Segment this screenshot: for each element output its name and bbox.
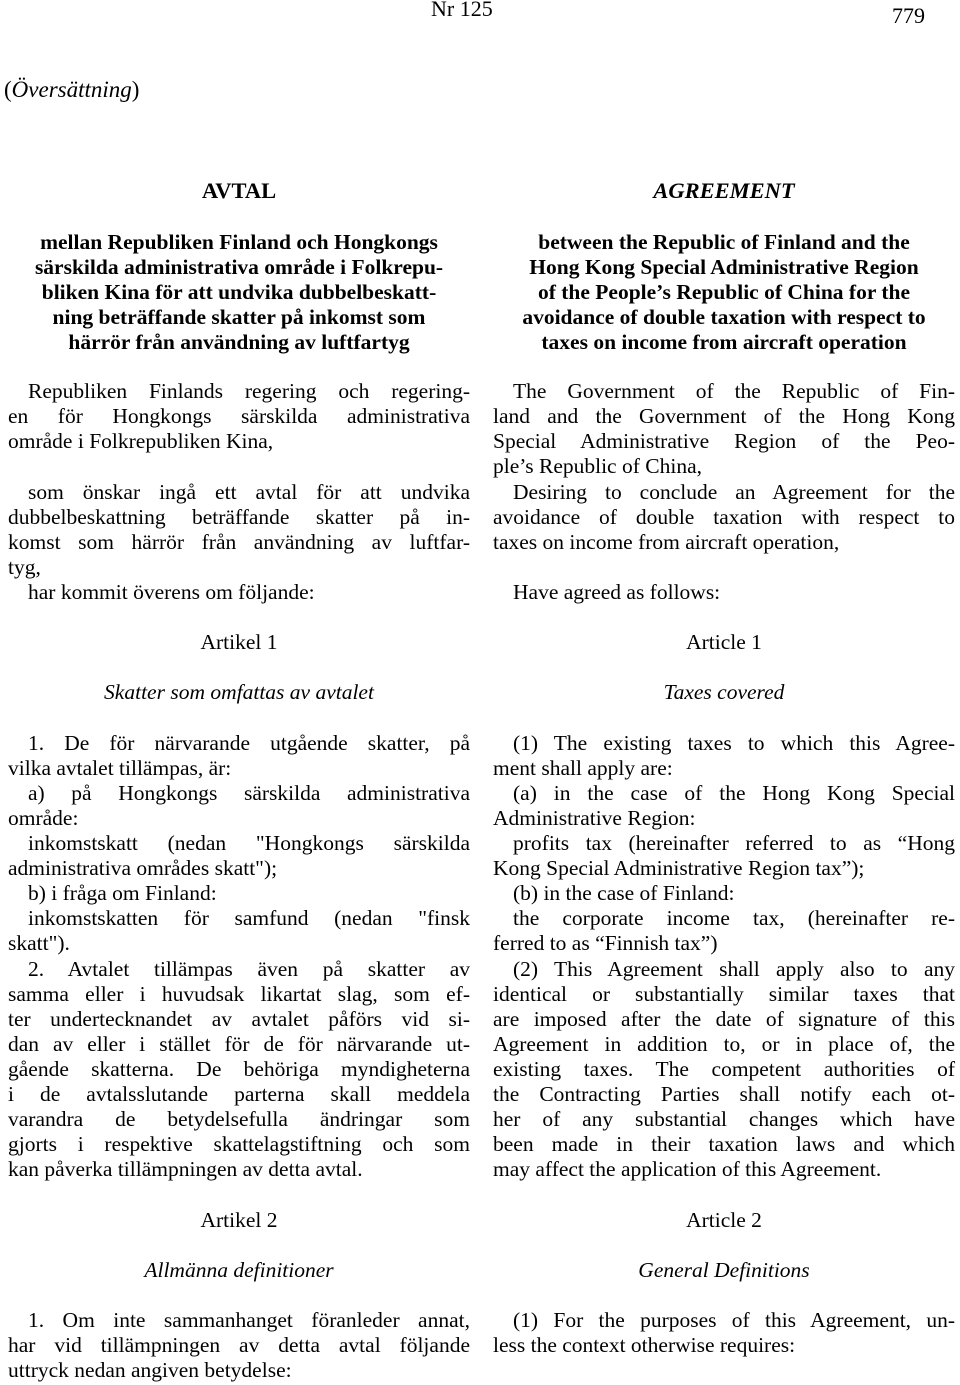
english-text-line: avoidance of double taxation with respect to (522, 305, 926, 329)
english-text-line: ferred to as “Finnish tax”) (493, 931, 718, 955)
english-text-line: been made in their taxation laws and which (493, 1132, 955, 1156)
english-text-line: Special Administrative Region of the Peo- (493, 429, 955, 453)
swedish-text-line: uttryck nedan angiven betydelse: (8, 1358, 292, 1382)
swedish-text-line: särskilda administrativa område i Folkrepu- (34, 255, 444, 279)
swedish-text-line: gjorts i respektive skattelagstiftning och som (8, 1132, 470, 1156)
swedish-text-line: skatt"). (8, 931, 70, 955)
english-text-line: taxes on income from aircraft operation, (493, 530, 840, 554)
swedish-text-line: kan påverka tillämpningen av detta avtal. (8, 1157, 363, 1181)
swedish-text-line: Artikel 2 (200, 1208, 278, 1232)
english-text-line: Agreement in addition to, or in place of, the (493, 1032, 955, 1056)
english-text-line: her of any substantial changes which have (493, 1107, 955, 1131)
swedish-text-line: 2. Avtalet tillämpas även på skatter av (28, 957, 470, 981)
swedish-text-line: ning beträffande skatter på inkomst som (52, 305, 426, 329)
swedish-text-line: en för Hongkongs särskilda administrativa (8, 404, 470, 428)
swedish-text-line: bliken Kina för att undvika dubbelbeskatt- (41, 280, 437, 304)
swedish-text-line: tyg, (8, 555, 41, 579)
english-text-line: the Contracting Parties shall notify each ot- (493, 1082, 955, 1106)
swedish-text-line: Artikel 1 (200, 630, 278, 654)
english-text-line: between the Republic of Finland and the (538, 230, 910, 254)
swedish-text-line: 1. Om inte sammanhanget föranleder annat, (28, 1308, 470, 1332)
translation-paren-open: ( (4, 77, 12, 102)
swedish-text-line: 1. De för närvarande utgående skatter, på (28, 731, 470, 755)
swedish-text-line: har vid tillämpningen av detta avtal följande (8, 1333, 470, 1357)
swedish-text-line: b) i fråga om Finland: (28, 881, 217, 905)
swedish-text-line: komst som härrör från användning av luftfar- (8, 530, 470, 554)
english-text-line: AGREEMENT (653, 178, 795, 203)
swedish-text-line: som önskar ingå ett avtal för att undvika (28, 480, 470, 504)
swedish-text-line: inkomstskatt (nedan "Hongkongs särskilda (28, 831, 470, 855)
swedish-text-line: har kommit överens om följande: (28, 580, 315, 604)
swedish-text-line: inkomstskatten för samfund (nedan "finsk (28, 906, 470, 930)
english-text-line: Article 2 (686, 1208, 762, 1232)
english-text-line: existing taxes. The competent authorities of (493, 1057, 955, 1081)
english-text-line: Kong Special Administrative Region tax”); (493, 856, 865, 880)
swedish-text-line: AVTAL (201, 178, 277, 203)
translation-word: Översättning (11, 77, 132, 102)
english-text-line: Hong Kong Special Administrative Region (529, 255, 919, 279)
swedish-text-line: administrativa områdes skatt"); (8, 856, 278, 880)
translation-note (4, 77, 139, 103)
english-text-line: (a) in the case of the Hong Kong Special (513, 781, 955, 805)
english-text-line: General Definitions (638, 1258, 810, 1282)
english-text-line: (1) For the purposes of this Agreement, un- (513, 1308, 955, 1332)
swedish-text-line: Skatter som omfattas av avtalet (104, 680, 374, 704)
english-text-line: less the context otherwise requires: (493, 1333, 796, 1357)
swedish-text-line: varandra de betydelsefulla ändringar som (8, 1107, 470, 1131)
swedish-text-line: ter undertecknandet av avtalet påförs vid si- (8, 1007, 470, 1031)
english-text-line: identical or substantially similar taxes that (493, 982, 955, 1006)
english-text-line: Taxes covered (663, 680, 785, 704)
swedish-text-line: samma eller i huvudsak likartat slag, som ef- (8, 982, 470, 1006)
english-text-line: of the People’s Republic of China for the (537, 280, 911, 304)
swedish-text-line: Republiken Finlands regering och regering- (28, 379, 470, 403)
english-text-line: ple’s Republic of China, (493, 454, 702, 478)
english-text-line: The Government of the Republic of Fin- (513, 379, 955, 403)
english-text-line: Article 1 (686, 630, 762, 654)
english-text-line: avoidance of double taxation with respect to (493, 505, 955, 529)
english-text-line: ment shall apply are: (493, 756, 673, 780)
english-text-line: Desiring to conclude an Agreement for the (513, 480, 955, 504)
translation-paren-close: ) (131, 77, 140, 102)
swedish-text-line: härrör från användning av luftfartyg (68, 330, 410, 354)
swedish-text-line: område: (8, 806, 79, 830)
english-text-line: profits tax (hereinafter referred to as “Hong (513, 831, 955, 855)
page-number-right: 779 (892, 3, 925, 28)
swedish-text-line: i de avtalsslutande parterna skall meddela (8, 1082, 470, 1106)
swedish-text-line: vilka avtalet tillämpas, är: (8, 756, 232, 780)
page-number-left: Nr 125 (431, 0, 493, 21)
swedish-text-line: Allmänna definitioner (144, 1258, 334, 1282)
swedish-text-line: dan av eller i stället för de för närvarande ut- (8, 1032, 470, 1056)
swedish-text-line: gående skatterna. De behöriga myndigheterna (8, 1057, 470, 1081)
english-text-line: may affect the application of this Agreement. (493, 1157, 882, 1181)
english-text-line: (b) in the case of Finland: (513, 881, 735, 905)
swedish-text-line: mellan Republiken Finland och Hongkongs (40, 230, 438, 254)
english-text-line: the corporate income tax, (hereinafter re- (513, 906, 955, 930)
swedish-text-line: a) på Hongkongs särskilda administrativa (28, 781, 470, 805)
english-text-line: taxes on income from aircraft operation (541, 330, 907, 354)
english-text-line: Administrative Region: (493, 806, 696, 830)
english-text-line: are imposed after the date of signature of this (493, 1007, 955, 1031)
english-text-line: (1) The existing taxes to which this Agree- (513, 731, 955, 755)
english-text-line: land and the Government of the Hong Kong (493, 404, 955, 428)
english-text-line: Have agreed as follows: (513, 580, 721, 604)
english-text-line: (2) This Agreement shall apply also to any (513, 957, 955, 981)
swedish-text-line: område i Folkrepubliken Kina, (8, 429, 274, 453)
swedish-text-line: dubbelbeskattning beträffande skatter på in- (8, 505, 470, 529)
